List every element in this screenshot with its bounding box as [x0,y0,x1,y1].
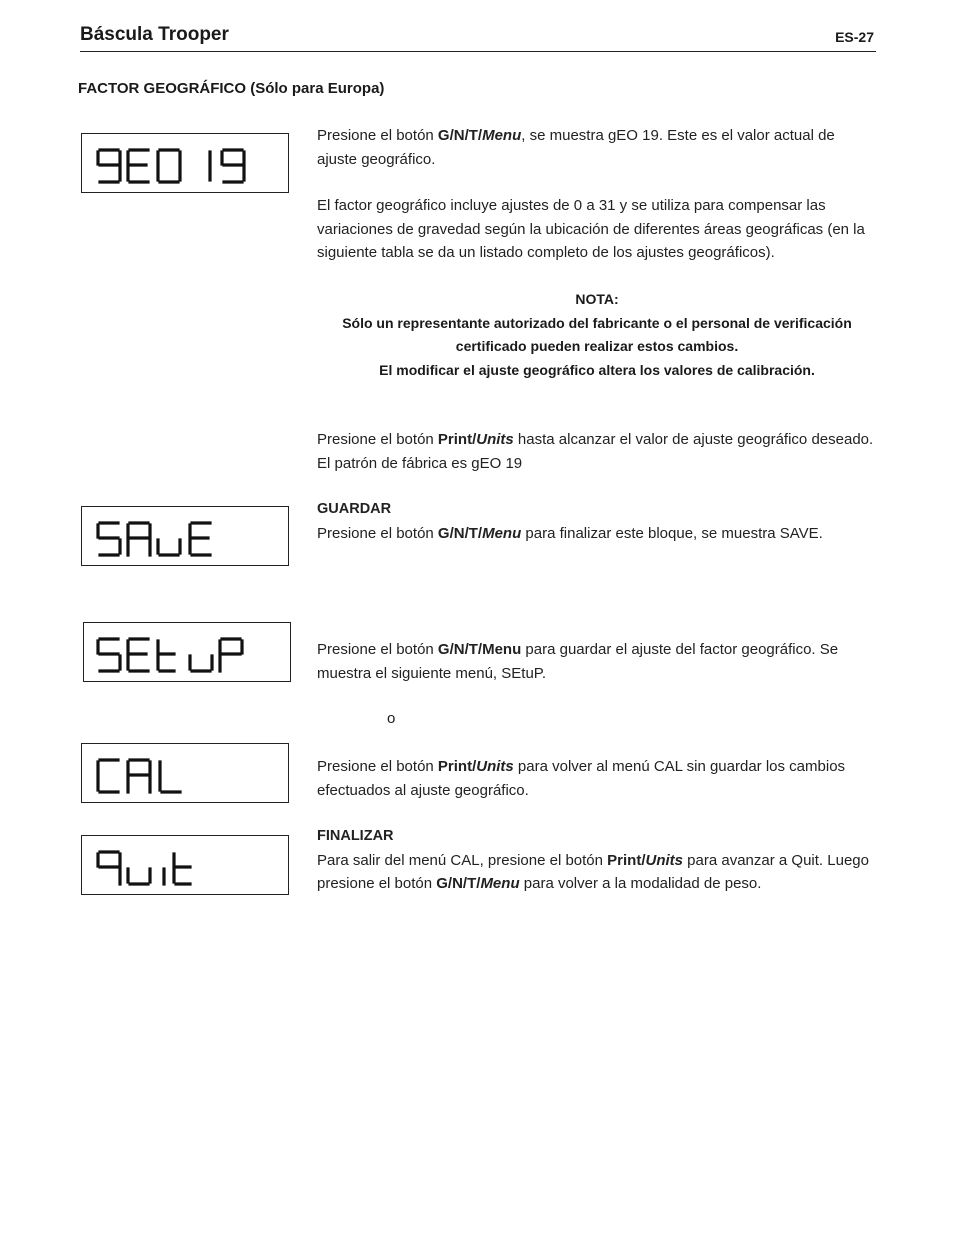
gnt-button-ref: G/N/T/ [437,524,483,542]
text: Presione el botón [317,431,438,448]
lcd-display-setup [83,622,291,682]
text: Presione el botón [317,127,438,144]
lcd-digits-setup [94,633,284,677]
menu-button-ref: Menu [482,127,522,144]
text: Presione el botón [317,641,438,658]
text: Para salir del menú CAL, presione el botón [317,851,608,869]
units-button-ref: Units [645,851,684,869]
units-button-ref: Units [476,758,514,775]
print-button-ref: Print/ [607,851,646,869]
menu-button-ref: Menu [480,875,520,892]
note-line-1: Sólo un representante autorizado del fabricante o el personal de verificación certificado pueden realizar estos cambios. [342,314,852,354]
header-divider [80,51,876,52]
menu-button-ref: Menu [482,524,522,542]
lcd-display-quit [81,835,289,895]
page-number: ES-27 [835,29,874,45]
paragraph-geo-intro [317,124,877,171]
page-title: Báscula Trooper [80,24,229,45]
text: Presione el botón [317,524,438,542]
note-line-2: El modificar el ajuste geográfico altera los valores de calibración. [379,361,815,378]
text: , se muestra gEO 19. Este es el valor actual de ajuste geográfico. [317,127,835,168]
text: hasta alcanzar el valor de ajuste geográfico deseado. El patrón de fábrica es gEO 19 [317,431,874,472]
paragraph-save [317,498,877,545]
print-button-ref: Print/ [437,431,477,448]
lcd-display-geo [81,133,289,193]
lcd-digits-cal [92,754,282,798]
units-button-ref: Units [476,431,514,448]
paragraph-print-units [317,428,877,475]
note-label: NOTA: [575,291,619,307]
gnt-button-ref: G/N/T/ [436,875,481,892]
lcd-digits-geo [92,144,282,188]
lcd-digits-quit [92,846,282,890]
text: para volver al menú CAL sin guardar los cambios efectuados al ajuste geográfico. [317,758,846,799]
note-block [317,288,877,382]
finish-heading: FINALIZAR [317,828,394,844]
lcd-display-save [81,506,289,566]
section-heading: FACTOR GEOGRÁFICO (Sólo para Europa) [78,80,385,97]
lcd-display-cal [81,743,289,803]
text: Presione el botón [317,758,438,775]
or-connector: o [387,710,396,727]
text: para finalizar este bloque, se muestra SAVE. [521,524,823,542]
text: para volver a la modalidad de peso. [519,875,762,892]
paragraph-geo-range: El factor geográfico incluye ajustes de 0 a 31 y se utiliza para compensar las variaciones de gravedad según la ubicación de diferentes áreas geográficas (en la siguiente tabla se da un listado completo de los ajustes geográficos). [317,197,865,261]
lcd-digits-save [92,517,282,561]
paragraph-finish [317,825,877,896]
gnt-button-ref: G/N/T/ [437,127,483,144]
paragraph-cal [317,755,877,802]
text: para avanzar a Quit. Luego presione el botón [317,851,869,892]
paragraph-setup [317,638,877,685]
gnt-menu-button-ref: G/N/T/Menu [437,641,522,658]
print-button-ref: Print/ [437,758,477,775]
text: para guardar el ajuste del factor geográfico. Se muestra el siguiente menú, SEtuP. [317,641,839,682]
save-heading: GUARDAR [317,501,392,517]
